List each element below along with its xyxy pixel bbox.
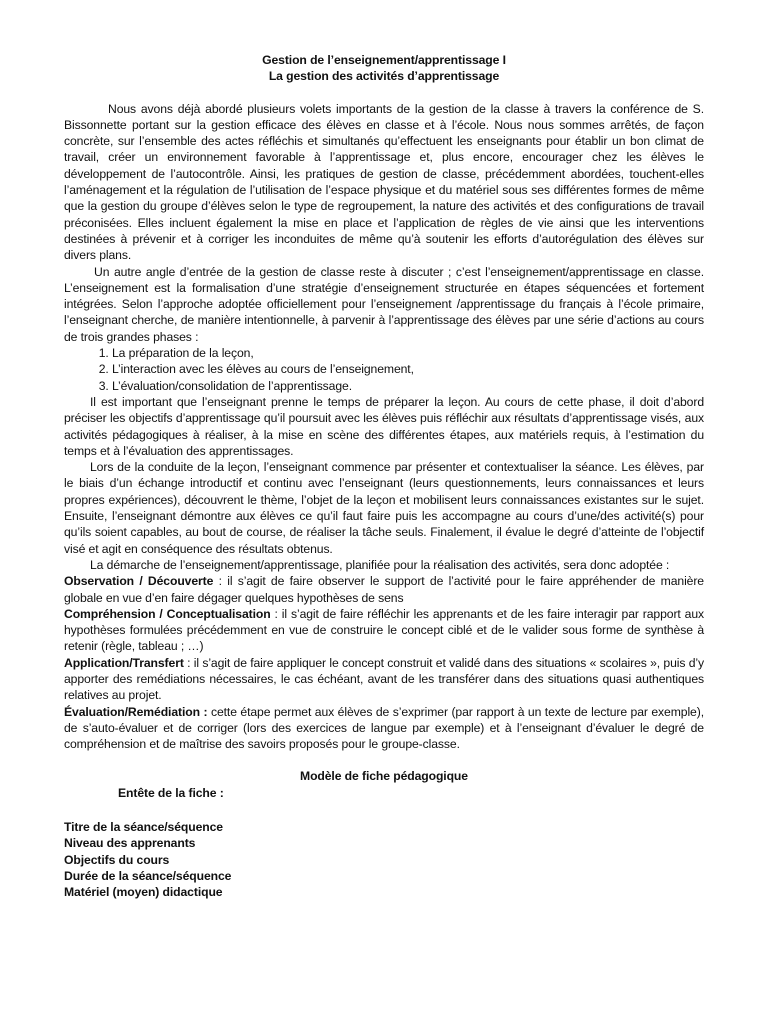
step-application-label: Application/Transfert [64,655,184,670]
field-level: Niveau des apprenants [64,836,196,851]
field-objectives: Objectifs du cours [64,852,170,867]
step-evaluation-label: Évaluation/Remédiation : [64,704,208,719]
step-comprehension [64,606,704,655]
paragraph-intro: Nous avons déjà abordé plusieurs volets importants de la gestion de la classe à travers la conférence de S. Bissonnette portant sur la gestion efficace des élèves en classe et à l’école. Nous nous sommes arrêtés, de façon concrète, sur l’ensemble des actes réfléchis et simultanés qu’effectuent les enseignants pour établir un bon climat de travail, créer un environnement favorable à l’apprentissage et, plus encore, encourager chez les élèves le développement de l’autocontrôle. Ainsi, les pratiques de gestion de classe, précédemment abordées, touchent-elles l’aménagement et la régulation de l’utilisation de l’espace physique et du matériel sous ses différentes formes de même que la gestion du groupe d’élèves selon le type de regroupement, la nature des activités et des configurations de travail préconisées. Elles incluent également la mise en place et l’application de règles de vie ainsi que les interventions destinées à prévenir et à corriger les inconduites de même qu’à soutenir les efforts d’autorégulation des élèves sur divers plans. [64,101,704,263]
model-header-label: Entête de la fiche : [118,785,224,800]
field-material: Matériel (moyen) didactique [64,885,223,900]
step-comprehension-label: Compréhension / Conceptualisation [64,606,271,621]
document-page [64,52,704,901]
step-evaluation-text: cette étape permet aux élèves de s’exprimer (par rapport à un texte de lecture par exemple), de s’auto-évaluer et de corriger (lors des exercices de langue par exemple) et à l’enseignant d’évaluer le degré de compréhension et de maîtrise des savoirs proposés pour le groupe-classe. [64,704,704,752]
phases-list [64,345,704,394]
field-duration: Durée de la séance/séquence [64,868,232,883]
title-line-2: La gestion des activités d’apprentissage [268,69,500,84]
paragraph-angle: Un autre angle d’entrée de la gestion de classe reste à discuter ; c’est l’enseignement/apprentissage en classe. L’enseignement est la formalisation d’une stratégie d’enseignement structurée en étapes séquencées et fortement intégrées. Selon l’approche adoptée officiellement pour l’enseignement /apprentissage du français à l’école primaire, l’enseignant cherche, de manière intentionnelle, à parvenir à l’apprentissage des élèves par une série d’actions au cours de trois grandes phases : [64,264,704,344]
step-observation-text: : il s’agit de faire observer le support de l’activité pour le faire appréhender de manière globale en vue d’en faire dégager quelques hypothèses de sens [64,574,704,605]
document-title [64,52,704,85]
spacer [64,85,704,101]
phase-item-3: 3. L’évaluation/consolidation de l’apprentissage. [112,378,704,394]
step-comprehension-text: : il s’agit de faire réfléchir les apprenants et de les faire interagir par rapport aux hypothèses formulées précédemment en vue de construire le concept ciblé et de le valider sous forme de synthèse à retenir (règle, tableau ; …) [64,606,705,654]
paragraph-preparation: Il est important que l’enseignant prenne le temps de préparer la leçon. Au cours de cette phase, il doit d’abord préciser les objectifs d’apprentissage qu’il poursuit avec les élèves puis réfléchir aux résultats d’apprentissage visés, aux activités pédagogiques à réaliser, à la mise en scène des différentes étapes, aux matériels requis, à l’estimation du temps et à l’évaluation des apprentissages. [64,394,704,458]
step-application-text: : il s’agit de faire appliquer le concept construit et validé dans des situations « scolaires », puis d’y apporter des remédiations nécessaires, le cas échéant, avant de les transférer dans des situations quasi authentiques relatives au projet. [64,655,704,703]
model-fields [64,819,704,900]
step-observation [64,573,704,606]
phase-item-1: 1. La préparation de la leçon, [112,345,704,361]
phase-item-2: 2. L’interaction avec les élèves au cours de l’enseignement, [112,361,704,377]
step-evaluation [64,704,704,753]
paragraph-conduct: Lors de la conduite de la leçon, l’enseignant commence par présenter et contextualiser la séance. Les élèves, par le biais d’un échange introductif et continu avec l’enseignant (leurs questionnements, leurs connaissances et leurs propres expériences), découvrent le thème, l’objet de la leçon et mobilisent leurs connaissances existantes sur le sujet. Ensuite, l’enseignant démontre aux élèves ce qu’il faut faire puis les accompagne au cours d’une/des activité(s) pour qu’ils soient capables, au bout de course, de réaliser la tâche seuls. Finalement, il évalue le degré d’atteinte de l’objectif visé et agit en conséquence des résultats obtenus. [64,460,704,556]
step-observation-label: Observation / Découverte [64,574,214,589]
title-line-1: Gestion de l’enseignement/apprentissage I [262,53,506,67]
model-title: Modèle de fiche pédagogique [300,769,468,784]
step-application [64,655,704,704]
paragraph-approach: La démarche de l’enseignement/apprentissage, planifiée pour la réalisation des activités, sera donc adoptée : [90,557,670,572]
field-title: Titre de la séance/séquence [64,820,223,835]
